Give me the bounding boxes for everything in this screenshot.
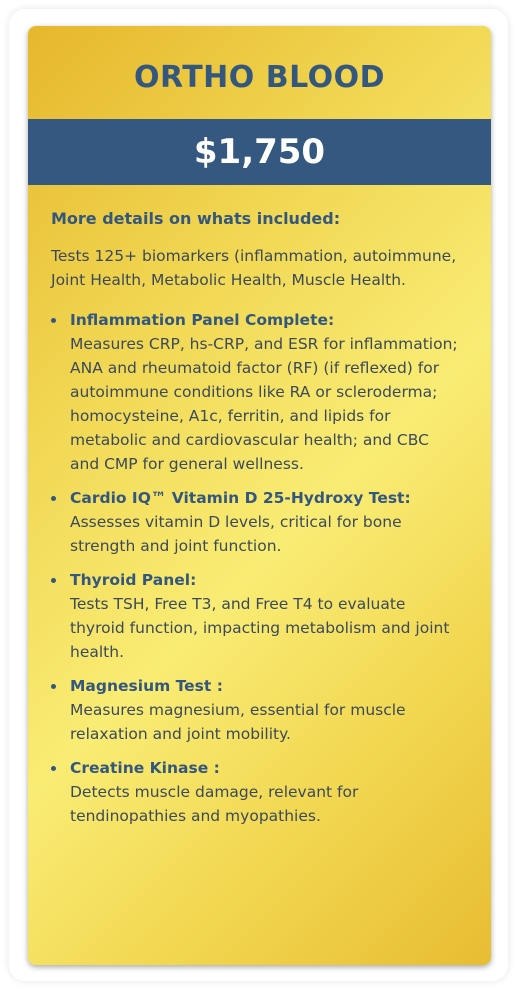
feature-item [51,308,463,476]
bullet-dot-icon [51,496,56,501]
feature-description: Assesses vitamin D levels, critical for bone strength and joint function. [70,513,402,555]
feature-title: Inflammation Panel Complete: [70,311,335,329]
details-intro: Tests 125+ biomarkers (inflammation, autoimmune, Joint Health, Metabolic Health, Muscle Health. [51,247,457,289]
feature-description: Measures CRP, hs-CRP, and ESR for inflammation; ANA and rheumatoid factor (RF) (if reflexed) for autoimmune conditions like RA or scleroderma; homocysteine, A1c, ferritin, and lipids for metabolic and cardiovascular health; and CBC and CMP for general wellness. [70,335,458,473]
feature-item [51,486,463,558]
plan-details [51,209,463,838]
feature-item [51,674,463,746]
pricing-card-frame [9,9,508,981]
feature-title: Creatine Kinase : [70,759,220,777]
feature-title: Cardio IQ™ Vitamin D 25-Hydroxy Test: [70,489,411,507]
bullet-dot-icon [51,318,56,323]
feature-list [51,308,463,828]
pricing-card [28,26,491,965]
bullet-dot-icon [51,766,56,771]
feature-description: Tests TSH, Free T3, and Free T4 to evaluate thyroid function, impacting metabolism and joint health. [70,595,450,661]
feature-title: Thyroid Panel: [70,571,197,589]
plan-title: ORTHO BLOOD [133,60,386,95]
bullet-dot-icon [51,578,56,583]
feature-title: Magnesium Test : [70,677,223,695]
details-heading: More details on whats included: [51,209,341,228]
bullet-dot-icon [51,684,56,689]
feature-item [51,756,463,828]
feature-description: Detects muscle damage, relevant for tendinopathies and myopathies. [70,783,359,825]
feature-description: Measures magnesium, essential for muscle relaxation and joint mobility. [70,701,406,743]
price-band [28,119,491,185]
feature-item [51,568,463,664]
plan-price: $1,750 [193,132,326,172]
